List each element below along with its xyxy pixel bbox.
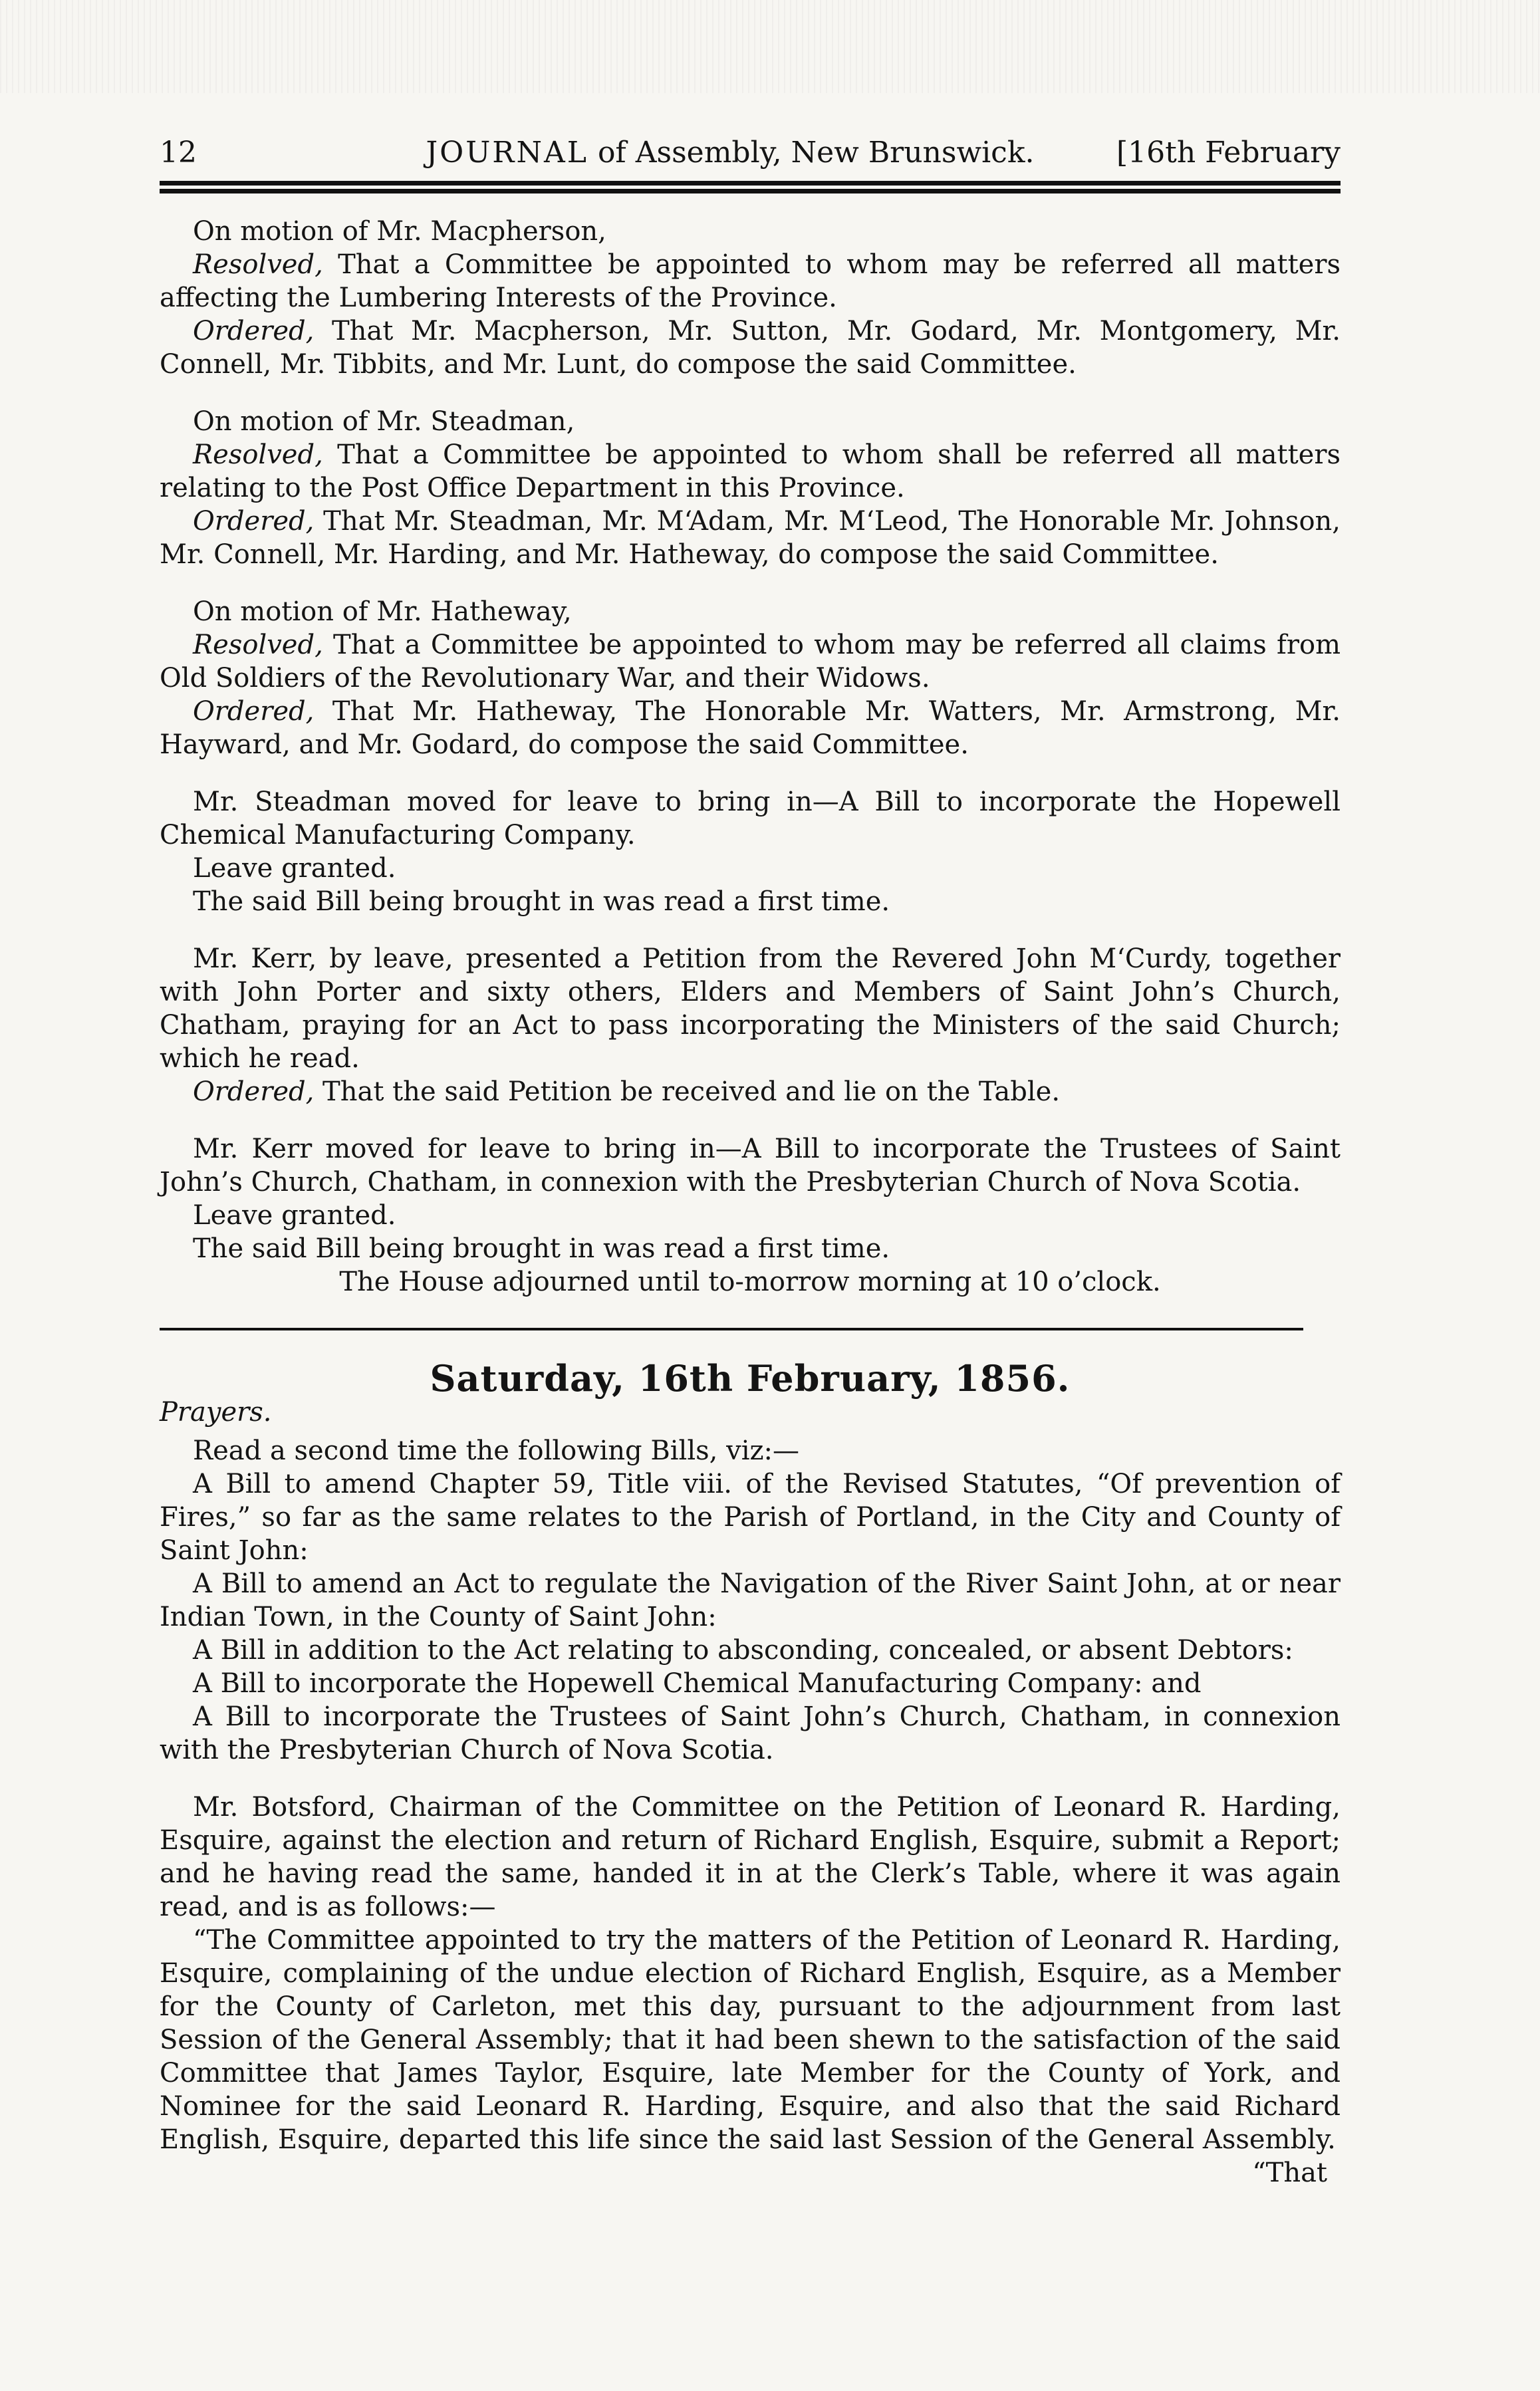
botsford-report: [160, 1791, 1341, 2156]
running-header: [160, 133, 1341, 173]
second-reading-list: [160, 1434, 1341, 1767]
bill-item: A Bill in addition to the Act relating to absconding, concealed, or absent Debtors:: [193, 1635, 1293, 1666]
prayers-label: Prayers.: [160, 1397, 272, 1428]
bill-item: A Bill to incorporate the Hopewell Chemical Manufacturing Company: and: [193, 1668, 1202, 1699]
of-word: of: [597, 136, 626, 170]
ordered-label: Ordered,: [193, 1076, 315, 1107]
resolved-text: That a Committee be appointed to whom may be referred all matters affecting the Lumbering Interests of the Province.: [160, 249, 1341, 313]
motion-lead: On motion of Mr. Steadman,: [193, 406, 575, 437]
header-date: [16th February: [1116, 136, 1341, 170]
ordered-label: Ordered,: [193, 316, 315, 346]
resolved-paragraph: [160, 248, 1341, 315]
ordered-label: Ordered,: [193, 696, 315, 727]
leave-granted: Leave granted.: [193, 853, 396, 884]
resolved-label: Resolved,: [193, 249, 323, 280]
adjournment-note: The House adjourned until to-morrow morning at 10 o’clock.: [339, 1267, 1161, 1297]
ordered-text: That Mr. Steadman, Mr. M‘Adam, Mr. M‘Leod, The Honorable Mr. Johnson, Mr. Connell, Mr. Harding, and Mr. Hatheway, do compose the said Committee.: [160, 506, 1341, 570]
section-rule: [160, 1328, 1303, 1330]
journal-word: JOURNAL: [426, 136, 588, 170]
ordered-label: Ordered,: [193, 506, 315, 537]
report-quote: “The Committee appointed to try the matters of the Petition of Leonard R. Harding, Esquire, complaining of the undue election of Richard English, Esquire, as a Member for the County of Carleton, met this day, pursuant to the adjournment from last Session of the General Assembly; that it had been shewn to the satisfaction of the said Committee that James Taylor, Esquire, late Member for the County of York, and Nominee for the said Leonard R. Harding, Esquire, and also that the said Richard English, Esquire, departed this life since the said last Session of the General Assembly.: [160, 1925, 1341, 2155]
bill-first-reading: The said Bill being brought in was read a first time.: [193, 1233, 890, 1264]
resolved-text: That a Committee be appointed to whom shall be referred all matters relating to the Post Office Department in this Province.: [160, 440, 1341, 503]
resolved-paragraph: [160, 628, 1341, 695]
assembly-name: Assembly, New Brunswick.: [635, 136, 1035, 170]
ordered-paragraph: [160, 695, 1341, 761]
ordered-paragraph: [160, 315, 1341, 381]
catchword: “That: [1252, 2158, 1327, 2188]
motion-lead: On motion of Mr. Macpherson,: [193, 216, 606, 247]
bill-first-reading: The said Bill being brought in was read a first time.: [193, 886, 890, 917]
kerr-bill: [160, 1132, 1341, 1299]
steadman-bill: [160, 785, 1341, 918]
second-reading-intro: Read a second time the following Bills, viz:—: [193, 1436, 800, 1466]
journal-title: [279, 133, 1101, 173]
report-intro: Mr. Botsford, Chairman of the Committee on the Petition of Leonard R. Harding, Esquire, against the election and return of Richard English, Esquire, submit a Report; and he having read the same, handed it in at the Clerk’s Table, where it was again read, and is as follows:—: [160, 1792, 1341, 1922]
resolved-paragraph: [160, 438, 1341, 505]
bill-item: A Bill to incorporate the Trustees of Saint John’s Church, Chatham, in connexion with the Presbyterian Church of Nova Scotia.: [160, 1701, 1341, 1765]
scan-artifact: [0, 0, 1540, 93]
ordered-text: That the said Petition be received and lie on the Table.: [314, 1076, 1061, 1107]
kerr-petition: [160, 942, 1341, 1108]
header-double-rule: [160, 181, 1341, 186]
motion-macpherson: [160, 215, 1341, 381]
motion-hatheway: [160, 595, 1341, 761]
resolved-label: Resolved,: [193, 440, 323, 470]
leave-granted: Leave granted.: [193, 1200, 396, 1231]
ordered-paragraph: [160, 1075, 1341, 1108]
motion-steadman: [160, 405, 1341, 571]
motion-lead: On motion of Mr. Hatheway,: [193, 596, 572, 627]
page-number: 12: [160, 136, 197, 170]
day-heading: Saturday, 16th February, 1856.: [430, 1357, 1071, 1400]
petition-text: Mr. Kerr, by leave, presented a Petition from the Revered John M‘Curdy, together with John Porter and sixty others, Elders and Members of Saint John’s Church, Chatham, praying for an Act to pass incorporating the Ministers of the said Church; which he read.: [160, 944, 1341, 1074]
resolved-label: Resolved,: [193, 630, 323, 660]
bill-item: A Bill to amend an Act to regulate the Navigation of the River Saint John, at or near Indian Town, in the County of Saint John:: [160, 1569, 1341, 1632]
ordered-paragraph: [160, 505, 1341, 571]
ordered-text: That Mr. Macpherson, Mr. Sutton, Mr. Godard, Mr. Montgomery, Mr. Connell, Mr. Tibbits, and Mr. Lunt, do compose the said Committee.: [160, 316, 1341, 380]
ordered-text: That Mr. Hatheway, The Honorable Mr. Watters, Mr. Armstrong, Mr. Hayward, and Mr. Godard, do compose the said Committee.: [160, 696, 1341, 760]
bill-moved: Mr. Steadman moved for leave to bring in—A Bill to incorporate the Hopewell Chemical Manufacturing Company.: [160, 787, 1341, 850]
bill-item: A Bill to amend Chapter 59, Title viii. of the Revised Statutes, “Of prevention of Fires,” so far as the same relates to the Parish of Portland, in the City and County of Saint John:: [160, 1469, 1341, 1566]
resolved-text: That a Committee be appointed to whom may be referred all claims from Old Soldiers of the Revolutionary War, and their Widows.: [160, 630, 1341, 693]
bill-moved: Mr. Kerr moved for leave to bring in—A Bill to incorporate the Trustees of Saint John’s Church, Chatham, in connexion with the Presbyterian Church of Nova Scotia.: [160, 1134, 1341, 1197]
